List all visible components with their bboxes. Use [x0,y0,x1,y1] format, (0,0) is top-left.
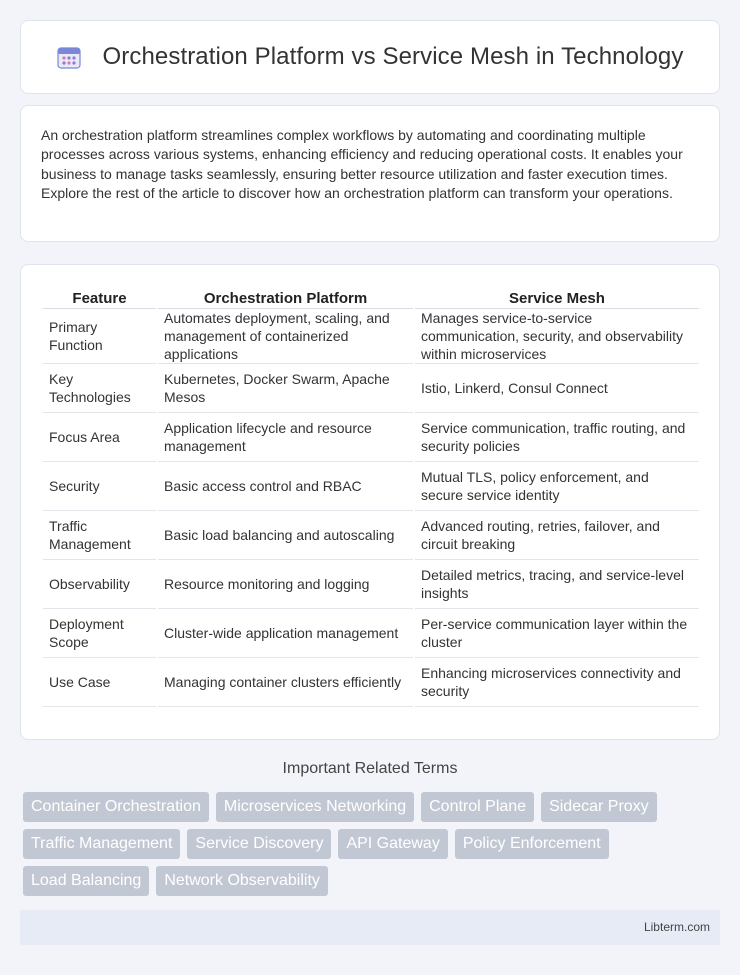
comparison-table [43,285,699,707]
feature-cell: Security [43,462,156,511]
table-row [43,309,699,364]
service-mesh-cell: Service communication, traffic routing, and security policies [415,413,699,462]
column-header-feature: Feature [43,285,156,309]
table-row [43,511,699,560]
calendar-grid-icon [56,44,82,70]
feature-cell: Traffic Management [43,511,156,560]
column-header-orchestration: Orchestration Platform [158,285,413,309]
table-row [43,462,699,511]
intro-text: An orchestration platform streamlines complex workflows by automating and coordinating multiple processes across various systems, enhancing efficiency and reducing operational costs. It enables your business to manage tasks seamlessly, ensuring better resource utilization and faster execution times. Explore the rest of the article to discover how an orchestration platform can transform your operations. [41,127,683,202]
column-header-service-mesh: Service Mesh [415,285,699,309]
service-mesh-cell: Per-service communication layer within the cluster [415,609,699,658]
table-row [43,560,699,609]
related-terms-list [20,792,720,896]
related-term-chip[interactable]: Policy Enforcement [455,829,609,859]
related-term-chip[interactable]: Network Observability [156,866,328,896]
header-card [20,20,720,94]
feature-cell: Observability [43,560,156,609]
orchestration-cell: Basic access control and RBAC [158,462,413,511]
orchestration-cell: Cluster-wide application management [158,609,413,658]
related-term-chip[interactable]: API Gateway [338,829,447,859]
feature-cell: Primary Function [43,309,156,364]
footer-brand[interactable]: Libterm.com [643,920,710,934]
related-term-chip[interactable]: Traffic Management [23,829,180,859]
service-mesh-cell: Manages service-to-service communication, security, and observability within microservices [415,309,699,364]
service-mesh-cell: Mutual TLS, policy enforcement, and secure service identity [415,462,699,511]
feature-cell: Use Case [43,658,156,707]
comparison-table-card [20,264,720,740]
page-title: Orchestration Platform vs Service Mesh in Technology [102,43,684,70]
orchestration-cell: Basic load balancing and autoscaling [158,511,413,560]
orchestration-cell: Automates deployment, scaling, and management of containerized applications [158,309,413,364]
service-mesh-cell: Detailed metrics, tracing, and service-level insights [415,560,699,609]
related-term-chip[interactable]: Control Plane [421,792,534,822]
feature-cell: Focus Area [43,413,156,462]
footer [20,910,720,945]
table-header-row [43,285,699,309]
intro-card [20,105,720,242]
orchestration-cell: Application lifecycle and resource management [158,413,413,462]
related-term-chip[interactable]: Microservices Networking [216,792,414,822]
service-mesh-cell: Enhancing microservices connectivity and security [415,658,699,707]
orchestration-cell: Kubernetes, Docker Swarm, Apache Mesos [158,364,413,413]
related-terms-section [20,760,720,896]
related-term-chip[interactable]: Service Discovery [187,829,331,859]
table-row [43,413,699,462]
related-term-chip[interactable]: Container Orchestration [23,792,209,822]
related-term-chip[interactable]: Sidecar Proxy [541,792,657,822]
orchestration-cell: Managing container clusters efficiently [158,658,413,707]
orchestration-cell: Resource monitoring and logging [158,560,413,609]
related-term-chip[interactable]: Load Balancing [23,866,149,896]
feature-cell: Deployment Scope [43,609,156,658]
service-mesh-cell: Advanced routing, retries, failover, and circuit breaking [415,511,699,560]
table-row [43,658,699,707]
table-row [43,609,699,658]
service-mesh-cell: Istio, Linkerd, Consul Connect [415,364,699,413]
feature-cell: Key Technologies [43,364,156,413]
related-terms-title: Important Related Terms [282,760,458,777]
table-row [43,364,699,413]
